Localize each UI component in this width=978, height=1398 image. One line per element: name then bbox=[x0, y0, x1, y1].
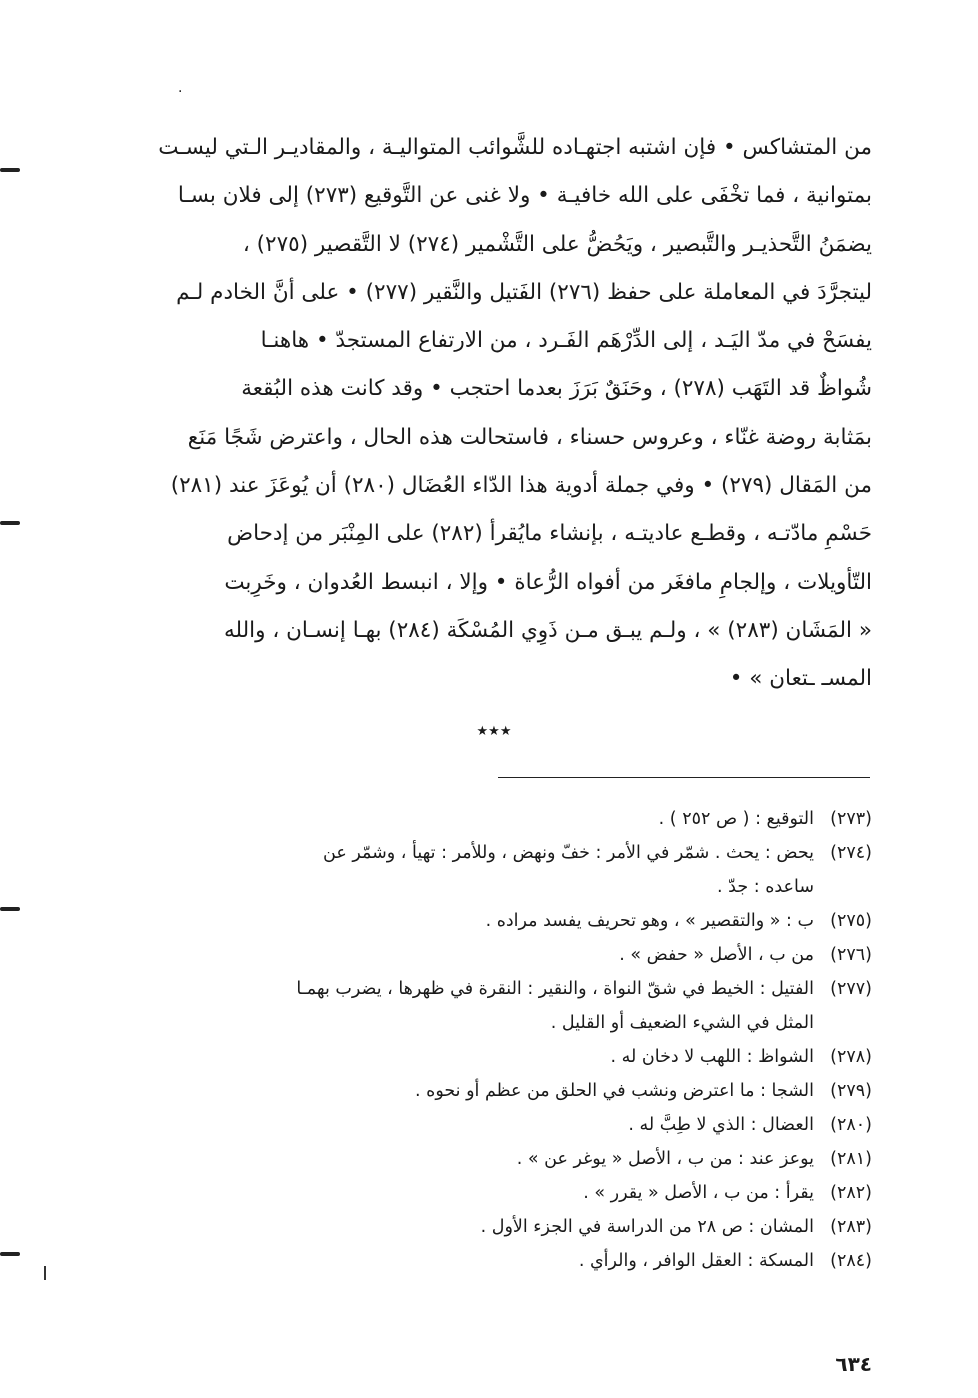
binding-edge-mark bbox=[0, 521, 20, 525]
footnote-number: (٢٨٣) bbox=[830, 1217, 872, 1237]
footnote-number: (٢٧٣) bbox=[830, 809, 872, 829]
footnote-item bbox=[108, 972, 872, 1040]
footnote-continuation: المثل في الشيء الضعيف أو القليل . bbox=[550, 1013, 814, 1033]
footnote-item bbox=[108, 1210, 872, 1244]
footnote-text: المشان : ص ٢٨ من الدراسة في الجزء الأول . bbox=[480, 1217, 814, 1237]
body-line: شُواظٌ قد التَهَب (٢٧٨) ، وحَنَقٌ بَرَزَ بعدما احتجب • وقد كانت هذه البُقعة bbox=[241, 376, 872, 402]
main-text-block bbox=[118, 124, 872, 704]
page-number: ٦٣٤ bbox=[835, 1352, 872, 1376]
footnote-number: (٢٨٤) bbox=[830, 1251, 872, 1271]
footnote-item bbox=[108, 938, 872, 972]
footnote-item bbox=[108, 1244, 872, 1278]
footnote-number: (٢٧٥) bbox=[830, 911, 872, 931]
footnotes-block bbox=[108, 802, 872, 1278]
footnote-item bbox=[108, 1142, 872, 1176]
footnote-number: (٢٨٢) bbox=[830, 1183, 872, 1203]
footnote-item bbox=[108, 802, 872, 836]
binding-edge-mark bbox=[0, 168, 20, 172]
footnote-divider-rule bbox=[498, 777, 870, 778]
footnote-text: الفتيل : الخيط في شقّ النواة ، والنقير : النقرة في ظهرها ، يضرب بهمـا bbox=[296, 979, 814, 999]
footnote-number: (٢٧٩) bbox=[830, 1081, 872, 1101]
footnote-number: (٢٧٤) bbox=[830, 843, 872, 863]
footnote-number: (٢٧٦) bbox=[830, 945, 872, 965]
body-line: بمَثابة روضة غنّاء ، وعروس حسناء ، فاستحالت هذه الحال ، واعترض شَجًا مَنَع bbox=[187, 424, 872, 450]
footnote-text: العضال : الذي لا طِبَّ له . bbox=[628, 1115, 814, 1135]
footnote-number: (٢٨١) bbox=[830, 1149, 872, 1169]
binding-edge-mark bbox=[0, 1252, 20, 1256]
footnote-text: من ب ، الأصل « حفض » . bbox=[619, 945, 814, 965]
footnote-number: (٢٧٧) bbox=[830, 979, 872, 999]
section-separator-stars: ★★★ bbox=[476, 724, 512, 739]
binding-edge-mark bbox=[0, 907, 20, 911]
body-line: يضمَنُ التَّحذيـر والتَّبصير ، ويَحُضُّ على التَّشْمير (٢٧٤) لا التَّقصير (٢٧٥) ، bbox=[242, 231, 872, 257]
body-line: يفسَحْ في مدّ اليَـد ، إلى الدِّرْهَم الفَـرد ، من الارتفاع المستجدّ • هاهنـا bbox=[260, 328, 872, 354]
footnote-text: الشجا : ما اعترض ونشب في الحلق من عظم أو نحوه . bbox=[415, 1081, 814, 1101]
footnote-item bbox=[108, 1176, 872, 1210]
stray-dot-mark: · bbox=[178, 84, 183, 100]
footnote-item bbox=[108, 836, 872, 904]
footnote-item bbox=[108, 1074, 872, 1108]
footnote-text: ب : « والتقصير » ، وهو تحريف يفسد مراده . bbox=[485, 911, 814, 931]
body-line: « المَشَان (٢٨٣) » ، ولـم يبـق مـن ذَوِي المُسْكَة (٢٨٤) بهـا إنسـان ، والله bbox=[223, 617, 872, 643]
footnote-number: (٢٧٨) bbox=[830, 1047, 872, 1067]
body-line: من المَقال (٢٧٩) • وفي جملة أدوية هذا الدّاء العُضَال (٢٨٠) أن يُوعَزَ عند (٢٨١) bbox=[170, 473, 872, 499]
body-line: المسـ ـتعان » • bbox=[729, 666, 872, 692]
footnote-continuation: ساعده : جدّ . bbox=[717, 877, 814, 897]
body-line: حَسْمِ مادّتـه ، وقطـع عاديتـه ، بإنشاء مايُقرأ (٢٨٢) على المِنْبَر من إدحاض bbox=[227, 521, 872, 547]
footnote-text: يقرأ : من ب ، الأصل « يقرر » . bbox=[583, 1183, 814, 1203]
body-line: ليتجرَّدَ في المعاملة على حفظ (٢٧٦) الفَتيل والنَّقير (٢٧٧) • على أنَّ الخادم لـم bbox=[176, 279, 872, 305]
footnote-item bbox=[108, 904, 872, 938]
body-line: بمتوانية ، فما تخْفَى على الله خافيـة • ولا غنى عن التَّوقيع (٢٧٣) إلى فلان بسـا bbox=[177, 183, 872, 209]
footnote-item bbox=[108, 1040, 872, 1074]
footnote-text: التوقيع : ( ص ٢٥٢ ) . bbox=[658, 809, 814, 829]
footnote-item bbox=[108, 1108, 872, 1142]
footnote-number: (٢٨٠) bbox=[830, 1115, 872, 1135]
footnote-text: يوعز عند : من ب ، الأصل « يوغر عن » . bbox=[516, 1149, 814, 1169]
footnote-text: يحض : يحث . شمّر في الأمر : خفّ ونهض ، وللأمر : تهيأ ، وشمّر عن bbox=[323, 843, 814, 863]
footnote-text: الشواظ : اللهب لا دخان له . bbox=[610, 1047, 814, 1067]
margin-tick-mark bbox=[44, 1266, 46, 1280]
footnote-text: المسكة : العقل الوافر ، والرأي . bbox=[578, 1251, 814, 1271]
body-line: التّأويلات ، وإلجامِ مافغَر من أفواه الرُّعاة • وإلا ، انبسط العُدوان ، وخَرِبت bbox=[224, 569, 872, 595]
body-line: من المتشاكس • فإن اشتبه اجتهـاده للشَّوائب المتواليـة ، والمقاديـر الـتي ليسـت bbox=[158, 135, 872, 160]
